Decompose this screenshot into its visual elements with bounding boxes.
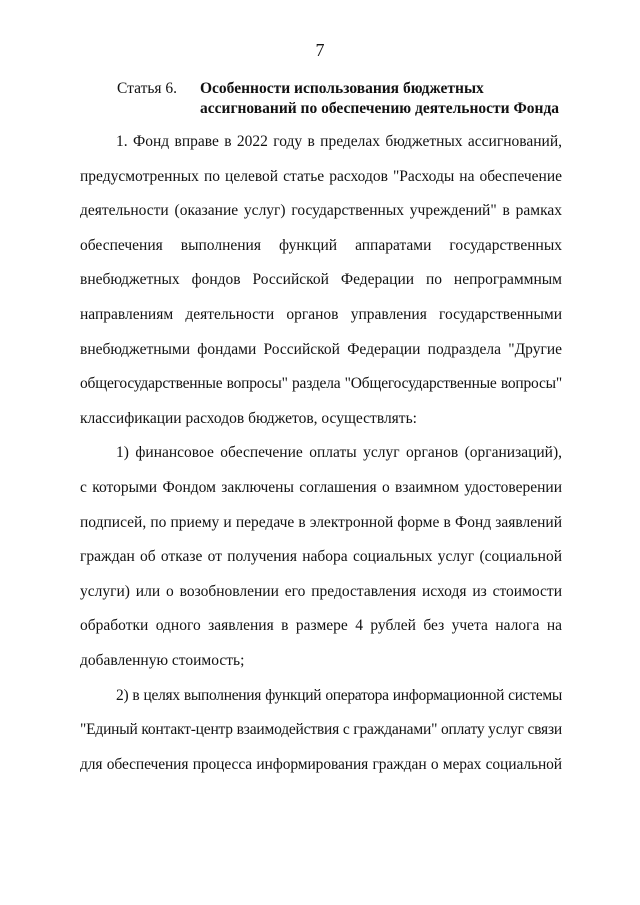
text-line: граждан об отказе от получения набора социальных услуг (социальной bbox=[80, 548, 562, 566]
text-line: предусмотренных по целевой статье расходов "Расходы на обеспечение bbox=[80, 167, 562, 185]
text-line: "Единый контакт-центр взаимодействия с гражданами" оплату услуг связи bbox=[80, 721, 562, 739]
text-line: направлениям деятельности органов управления государственными bbox=[80, 305, 562, 323]
text-line: классификации расходов бюджетов, осуществлять: bbox=[80, 409, 417, 427]
text-line: для обеспечения процесса информирования граждан о мерах социальной bbox=[80, 755, 562, 773]
text-line: подписей, по приему и передаче в электронной форме в Фонд заявлений bbox=[80, 513, 562, 531]
text-line: внебюджетных фондов Российской Федерации по непрограммным bbox=[80, 271, 562, 289]
article-title bbox=[200, 79, 580, 119]
page-number: 7 bbox=[315, 40, 325, 60]
text-line: услуги) или о возобновлении его предоставления исходя из стоимости bbox=[80, 582, 562, 600]
text-line: 1) финансовое обеспечение оплаты услуг органов (организаций), bbox=[116, 444, 562, 462]
paragraph-1 bbox=[80, 125, 562, 436]
text-line: 1. Фонд вправе в 2022 году в пределах бюджетных ассигнований, bbox=[116, 133, 562, 150]
text-line: обеспечения выполнения функций аппаратами государственных bbox=[80, 236, 562, 254]
text-line: внебюджетными фондами Российской Федерации подраздела "Другие bbox=[80, 340, 562, 358]
document-body bbox=[80, 125, 562, 782]
text-line: добавленную стоимость; bbox=[80, 651, 245, 669]
text-line: общегосударственные вопросы" раздела "Общегосударственные вопросы" bbox=[80, 375, 562, 393]
text-line: обработки одного заявления в размере 4 рублей без учета налога на bbox=[80, 617, 562, 635]
text-line: с которыми Фондом заключены соглашения о взаимном удостоверении bbox=[80, 478, 562, 496]
text-line: деятельности (оказание услуг) государственных учреждений" в рамках bbox=[80, 202, 562, 220]
article-label: Статья 6. bbox=[117, 80, 178, 97]
article-title-line: Особенности использования бюджетных bbox=[200, 80, 484, 97]
article-title-line: ассигнований по обеспечению деятельности Фонда bbox=[200, 100, 560, 117]
paragraph-3 bbox=[80, 679, 562, 783]
paragraph-2 bbox=[80, 436, 562, 678]
text-line: 2) в целях выполнения функций оператора информационной системы bbox=[116, 686, 562, 704]
